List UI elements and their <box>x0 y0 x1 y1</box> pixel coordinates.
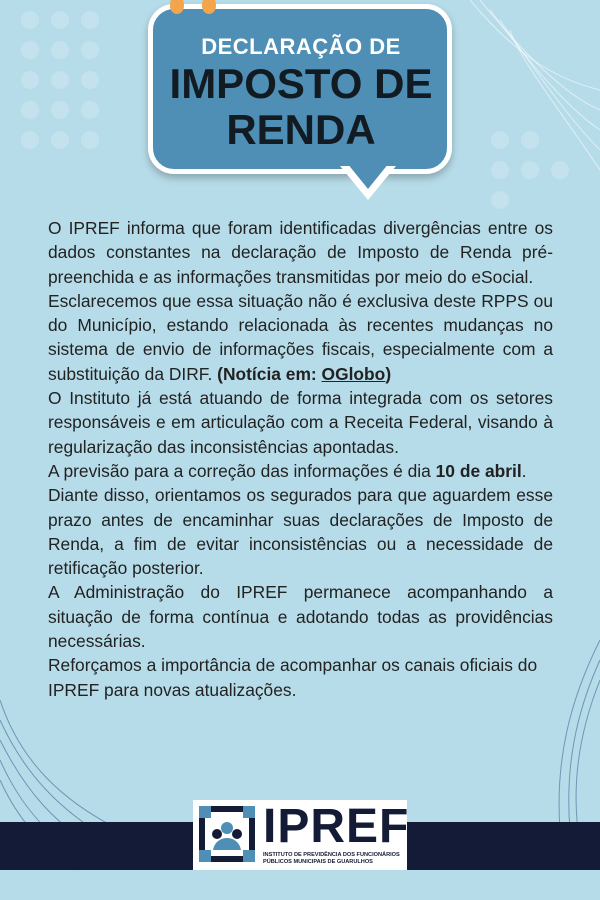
news-note-suffix: ) <box>385 363 392 384</box>
title-line-3: RENDA <box>226 106 376 153</box>
oglobo-link[interactable]: OGlobo <box>321 363 386 384</box>
drop-icon <box>202 0 216 14</box>
drop-icon <box>170 0 184 14</box>
paragraph-5: Diante disso, orientamos os segurados para que aguardem esse prazo antes de encaminhar suas declarações de Imposto de Renda, a fim de evitar inconsistências ou a necessidade de retificação posterior. <box>48 485 553 579</box>
drops-icon <box>170 0 234 19</box>
paragraph-2-text: Esclarecemos que essa situação não é exclusiva deste RPPS ou do Município, estando relacionada às recentes mudanças no sistema de envio de informações fiscais, especialmente com a substituição da DIRF. <box>48 290 553 384</box>
notice-body <box>48 216 553 702</box>
paragraph-4 <box>48 459 553 483</box>
paragraph-3: O Instituto já está atuando de forma integrada com os setores responsáveis e em articulação com a Receita Federal, visando à regularização das inconsistências apontadas. <box>48 388 553 457</box>
paragraph-7: Reforçamos a importância de acompanhar os canais oficiais do IPREF para novas atualizações. <box>48 655 538 700</box>
ipref-logo <box>193 800 410 870</box>
title-bubble <box>140 0 462 210</box>
paragraph-6: A Administração do IPREF permanece acompanhando a situação de forma contínua e adotando todas as providências necessárias. <box>48 582 553 652</box>
bubble-tail-inner <box>347 163 389 189</box>
deadline-date: 10 de abril <box>435 460 522 481</box>
paragraph-4-end: . <box>521 460 527 481</box>
paragraph-4-text: A previsão para a correção das informações é dia <box>48 460 436 481</box>
paragraph-1: O IPREF informa que foram identificadas divergências entre os dados constantes na declaração de Imposto de Renda pré-preenchida e as informações transmitidas por meio do eSocial. <box>48 218 553 287</box>
title-line-2: IMPOSTO DE <box>169 60 433 107</box>
ipref-emblem-icon <box>199 806 255 862</box>
logo-subtitle: INSTITUTO DE PREVIDÊNCIA DOS FUNCIONÁRIOS PÚBLICOS MUNICIPAIS DE GUARULHOS <box>263 852 400 865</box>
title-line-1: DECLARAÇÃO DE <box>201 34 401 59</box>
news-note-prefix: (Notícia em: <box>217 363 322 384</box>
news-note <box>217 364 391 384</box>
paragraph-2 <box>48 289 553 386</box>
logo-name: IPREF <box>263 800 410 853</box>
